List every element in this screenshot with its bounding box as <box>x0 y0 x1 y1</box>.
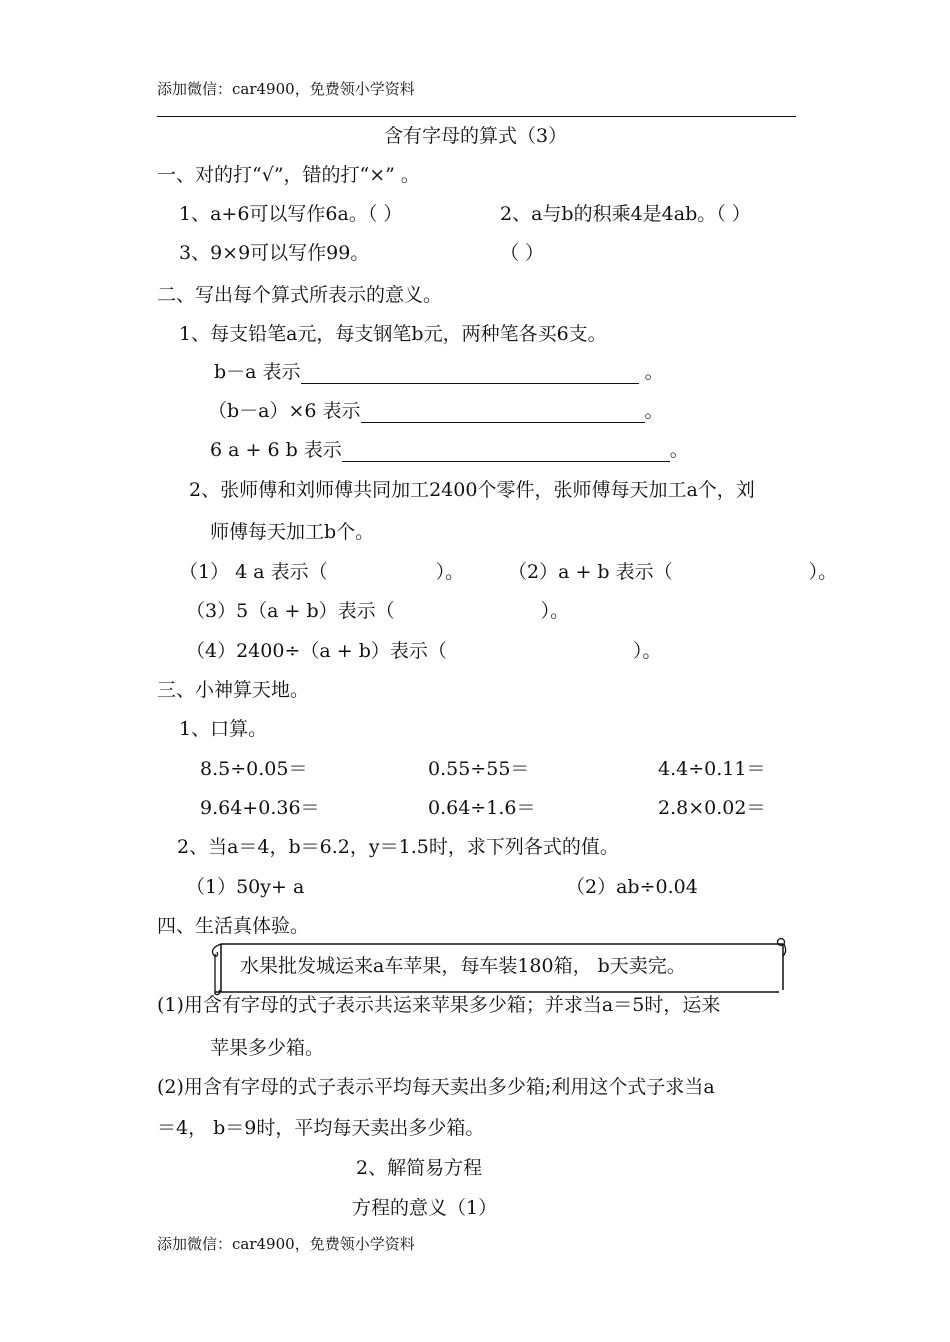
section4-question-2-line2: ＝4， b＝9时，平均每天卖出多少箱。 <box>157 1117 485 1139</box>
scroll-text: 水果批发城运来a车苹果，每车装180箱， b天卖完。 <box>240 955 686 977</box>
next-lesson-title: 方程的意义（1） <box>352 1197 498 1219</box>
page-footer: 添加微信：car4900，免费领小学资料 <box>157 1235 415 1253</box>
section2-problem-1: 1、每支铅笔a元，每支钢笔b元，两种笔各买6支。 <box>179 323 607 345</box>
expression-label: 6 a + 6 b 表示 <box>210 439 342 461</box>
answer-blank[interactable] <box>301 363 639 384</box>
calc-item: 2.8×0.02＝ <box>658 797 766 819</box>
section1-question-3-answer: （ ） <box>500 242 545 264</box>
section1-question-2: 2、a与b的积乘4是4ab。（ ） <box>500 203 751 225</box>
calc-item: 0.55÷55＝ <box>428 758 530 780</box>
expression-end: 。 <box>644 400 664 422</box>
evaluate-expression-1: （1）50y+ a <box>186 876 305 898</box>
calc-item: 8.5÷0.05＝ <box>200 758 308 780</box>
page-title: 含有字母的算式（3） <box>384 125 568 147</box>
expression-6a-plus-6b <box>210 438 689 462</box>
section3-heading: 三、小神算天地。 <box>157 679 310 701</box>
answer-blank[interactable] <box>361 402 645 423</box>
section2-heading: 二、写出每个算式所表示的意义。 <box>157 284 443 306</box>
calc-item: 4.4÷0.11＝ <box>658 758 766 780</box>
answer-blank[interactable] <box>342 441 670 462</box>
section2-problem-2-line1: 2、张师傅和刘师傅共同加工2400个零件，张师傅每天加工a个，刘 <box>189 479 755 501</box>
section4-heading: 四、生活真体验。 <box>157 915 310 937</box>
subquestion-4: （4）2400÷（a + b）表示（ ）。 <box>186 640 662 662</box>
calc-item: 9.64+0.36＝ <box>200 797 320 819</box>
subquestion-1: （1） 4 a 表示（ ）。 <box>179 561 465 583</box>
expression-b-minus-a <box>214 360 664 384</box>
subquestion-2: （2）a + b 表示（ ）。 <box>508 561 838 583</box>
section1-question-3: 3、9×9可以写作99。 <box>179 242 370 264</box>
subquestion-3: （3）5（a + b）表示（ ）。 <box>186 600 570 622</box>
next-chapter-title: 2、解简易方程 <box>356 1157 483 1179</box>
expression-label: b－a 表示 <box>214 361 301 383</box>
header-rule <box>157 116 796 117</box>
section4-question-2-line1: (2)用含有字母的式子表示平均每天卖出多少箱;利用这个式子求当a <box>157 1076 715 1098</box>
expression-times-6 <box>208 399 664 423</box>
section1-heading: 一、对的打“√”，错的打“×” 。 <box>157 164 420 186</box>
section1-question-1: 1、a+6可以写作6a。（ ） <box>179 203 403 225</box>
expression-label: （b－a）×6 表示 <box>208 400 361 422</box>
section3-sub-2: 2、当a＝4，b＝6.2，y＝1.5时，求下列各式的值。 <box>177 836 619 858</box>
section2-problem-2-line2: 师傅每天加工b个。 <box>210 521 375 543</box>
section4-question-1-line2: 苹果多少箱。 <box>210 1037 325 1059</box>
expression-end: 。 <box>669 439 689 461</box>
expression-end: 。 <box>638 361 664 383</box>
section4-question-1-line1: (1)用含有字母的式子表示共运来苹果多少箱；并求当a＝5时，运来 <box>157 994 721 1016</box>
calc-item: 0.64÷1.6＝ <box>428 797 536 819</box>
section3-sub-1: 1、口算。 <box>179 718 268 740</box>
evaluate-expression-2: （2）ab÷0.04 <box>566 876 698 898</box>
page-header: 添加微信：car4900，免费领小学资料 <box>157 80 415 98</box>
